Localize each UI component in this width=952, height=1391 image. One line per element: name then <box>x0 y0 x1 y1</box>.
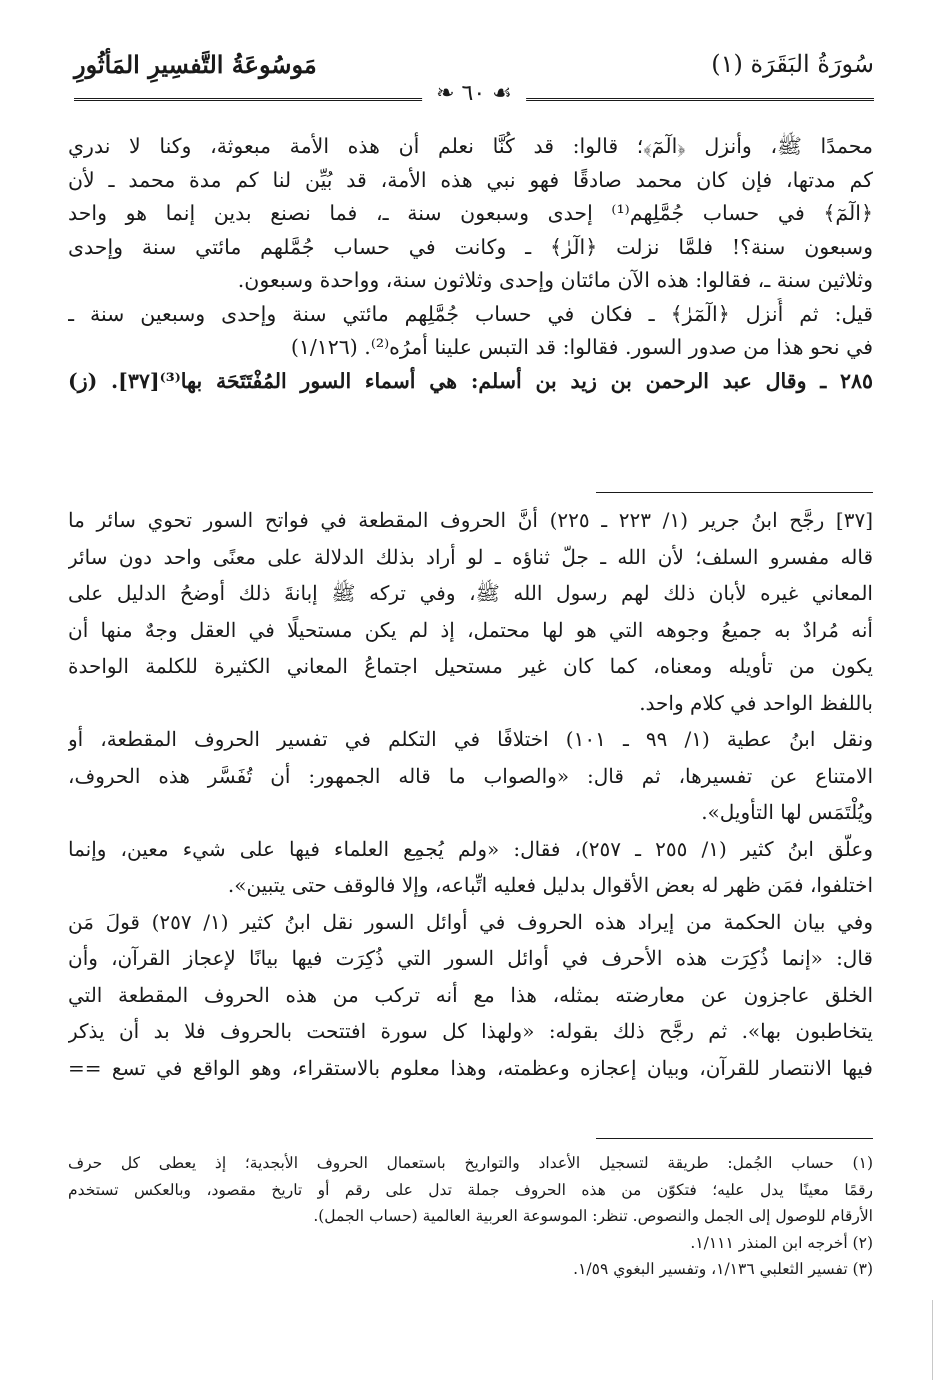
entry-285: ٢٨٥ ـ وقال عبد الرحمن بن زيد بن أسلم: هي أسماء السور المُفْتَتَحَة بها⁽³⁾[٣٧]. (ز) <box>68 368 873 393</box>
commentary-line: باللفظ الواحد في كلام واحد. <box>639 690 873 715</box>
page-number-value: ٦٠ <box>461 81 486 106</box>
page-number: ❧ ٦٠ ☙ <box>422 81 526 106</box>
main-text <box>68 130 873 398</box>
footnote-separator <box>596 1138 873 1139</box>
commentary-line: قاله مفسرو السلف؛ لأن الله ـ جلّ ثناؤه ـ لو أراد بذلك الدلالة على معنًى واحد دون سائر <box>68 544 873 569</box>
commentary-line: [٣٧] رجَّح ابنُ جرير (١/ ٢٢٣ ـ ٢٢٥) أنَّ الحروف المقطعة في فواتح السور تحوي سائر ما <box>68 508 873 532</box>
main-line: ﴿الٓمٓ﴾ في حساب جُمَّلِهم⁽¹⁾ إحدى وسبعون سنة ـ، فما نصنع بدين إنما هو واحد <box>68 201 873 225</box>
commentary-line: ويُلْتَمَس لها التأويل». <box>701 800 873 824</box>
commentary-line: أنه مُرادٌ به جميعُ وجوهه التي هو لها محتمل، إذ لم يكن مستحيلًا في العقل وجهٌ منها أن <box>68 617 873 642</box>
commentary-line: اختلفوا، فمَن ظهر له بعض الأقوال بدليل فعليه اتِّباعه، وإلا فالوقف حتى يتبين». <box>227 873 873 897</box>
main-line: وسبعون سنة؟! فلمَّا نزلت ﴿الٓرٰ﴾ ـ وكانت في حساب جُمَّلهم مائتي سنة وإحدى <box>68 234 873 259</box>
main-line: قيل: ثم أُنزل ﴿الٓمٓرٰ﴾ ـ فكان في حساب جُمَّلِهم مائتي سنة وإحدى وسبعين سنة ـ <box>68 301 873 326</box>
commentary-line: ونقل ابنُ عطية (١/ ٩٩ ـ ١٠١) اختلافًا في التكلم في تفسير الحروف المقطعة، أو <box>68 727 873 751</box>
main-line: في نحو هذا من صدور السور. فقالوا: قد التبس علينا أمرُه⁽²⁾. (١/١٢٦) <box>290 335 873 359</box>
header-rule <box>74 81 874 106</box>
book-title-header: مَوسُوعَةُ التَّفسِيرِ المَأثُورِ <box>74 50 317 79</box>
commentary-line: قال: «إنما ذُكِرَت هذه الأحرف في أوائل السور التي ذُكِرَت فيها بيانًا لإعجاز القرآن، وأن <box>68 946 873 970</box>
surah-header: سُورَةُ البَقَرَة (١) <box>711 50 874 78</box>
commentary-line: الامتناع عن تفسيرها، ثم قال: «والصواب ما قاله الجمهور: أن تُفَسَّر هذه الحروف، <box>68 763 873 788</box>
commentary-line: يتخاطبون بها». ثم رجَّح ذلك بقوله: «ولهذا كل سورة افتتحت بالحروف فلا بد أن يذكر <box>68 1019 873 1043</box>
main-line: محمدًا ﷺ، وأنزل ﴿الٓمٓ﴾؛ قالوا: قد كُنَّا نعلم أن هذه الأمة مبعوثة، وكنا لا ندري <box>68 134 873 158</box>
commentary-line: فيها الانتصار للقرآن، وبيان إعجازه وعظمته، وهذا معلوم بالاستقراء، وهو الواقع في تسع == <box>68 1055 873 1080</box>
commentary-line: وعلّق ابنُ كثير (١/ ٢٥٥ ـ ٢٥٧)، فقال: «ولم يُجمِع العلماء فيها على شيء معين، وإنما <box>68 836 873 861</box>
scan-edge-mark <box>932 1300 933 1380</box>
commentary-line: يكون من تأويله ومعناه، كما كان غير مستحيل اجتماعُ المعاني الكثيرة للكلمة الواحدة <box>68 654 873 678</box>
commentary-line: وفي بيان الحكمة من إيراد هذه الحروف في أوائل السور نقل ابنُ كثير (١/ ٢٥٧) قولَ مَن <box>68 909 873 934</box>
footnote-line: الأرقام للوصول إلى الجمل والنصوص. تنظر: الموسوعة العربية العالمية (حساب الجمل). <box>313 1207 873 1225</box>
footnotes <box>68 1150 873 1283</box>
commentary-line: الخلق عاجزون عن معارضته بمثله، هذا مع أنه تركب من هذه الحروف المقطعة التي <box>68 982 873 1007</box>
footnote-line: (٢) أخرجه ابن المنذر ١/١١١. <box>690 1233 873 1252</box>
main-line: كم مدتها، فإن كان محمد صادقًا فهو نبي هذه الأمة، قد بُيِّن لنا كم مدة محمد ـ لأن <box>68 167 873 192</box>
commentary-separator <box>596 492 873 493</box>
commentary-text <box>68 502 873 1086</box>
main-line: وثلاثين سنة ـ، فقالوا: هذه الآن مائتان وإحدى وثلاثون سنة، وواحدة وسبعون. <box>237 268 873 292</box>
footnote-line: رقمًا معينًا يدل عليه؛ فتكوّن من هذه الحروف جملة تدل على رقم أو تاريخ مقصود، وبالعكس تستخدم <box>68 1180 873 1199</box>
footnote-line: (١) حساب الجُمل: طريقة لتسجيل الأعداد والتواريخ باستعمال الحروف الأبجدية؛ إذ يعطى كل حرف <box>68 1154 873 1172</box>
commentary-line: المعاني غيره لأبان ذلك لهم رسول الله ﷺ، وفي تركه ﷺ إبانةَ ذلك أوضحُ الدليل على <box>68 581 873 605</box>
footnote-line: (٣) تفسير الثعلبي ١/١٣٦، وتفسير البغوي ١/٥٩. <box>573 1260 873 1278</box>
